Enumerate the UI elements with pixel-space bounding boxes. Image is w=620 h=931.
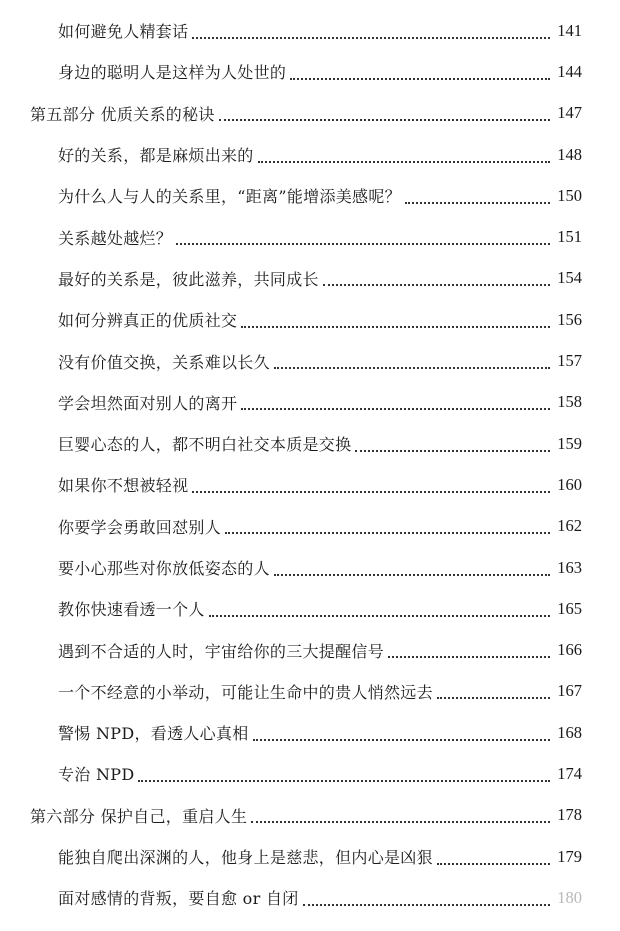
toc-entry-title: 为什么人与人的关系里，“距离”能增添美感呢？: [58, 187, 401, 207]
toc-entry-page: 147: [557, 103, 582, 123]
dot-leader: [388, 656, 550, 658]
toc-entry-title: 要小心那些对你放低姿态的人: [58, 559, 270, 578]
toc-entry[interactable]: [0, 175, 620, 216]
toc-entry[interactable]: [0, 10, 620, 51]
dot-leader: [192, 37, 550, 39]
toc-entry-title: 好的关系，都是麻烦出来的: [58, 146, 254, 166]
toc-entry-title: 第五部分 优质关系的秘诀: [30, 104, 215, 124]
dot-leader: [219, 119, 550, 121]
dot-leader: [437, 697, 550, 699]
dot-leader: [253, 739, 550, 741]
toc-entry[interactable]: [0, 216, 620, 257]
toc-entry-title: 教你快速看透一个人: [58, 600, 205, 620]
toc-entry-title: 遇到不合适的人时，宇宙给你的三大提醒信号: [58, 641, 385, 661]
dot-leader: [405, 202, 550, 204]
toc-entry-page: 163: [557, 557, 582, 577]
toc-entry-title: 学会坦然面对别人的离开: [58, 393, 238, 413]
toc-entry-page: 156: [557, 309, 582, 329]
toc-entry-page: 179: [557, 846, 582, 866]
toc-entry[interactable]: [0, 877, 620, 918]
toc-entry-page: 148: [557, 144, 582, 164]
dot-leader: [290, 78, 550, 80]
toc-entry-title: 如果你不想被轻视: [58, 476, 189, 496]
toc-entry-page: 141: [557, 20, 582, 40]
toc-entry-page: 144: [557, 61, 582, 81]
toc-entry-page: 150: [557, 185, 582, 205]
toc-entry-page: 166: [557, 640, 582, 660]
toc-entry[interactable]: [0, 340, 620, 381]
toc-entry-title: 如何避免人精套话: [58, 22, 189, 42]
toc-entry-title: 身边的聪明人是这样为人处世的: [58, 63, 287, 83]
dot-leader: [303, 904, 550, 906]
toc-entry[interactable]: [0, 671, 620, 712]
dot-leader: [437, 863, 550, 865]
toc-entry-page: 160: [557, 474, 582, 494]
toc-entry-page: 180: [557, 887, 582, 907]
toc-part-heading[interactable]: [0, 795, 620, 836]
toc-entry-title: 最好的关系是，彼此滋养，共同成长: [58, 269, 319, 289]
toc-entry-page: 165: [557, 598, 582, 618]
dot-leader: [355, 450, 550, 452]
toc-entry-page: 157: [557, 351, 582, 371]
toc-entry-title: 关系越处越烂？: [58, 228, 173, 248]
toc-entry-page: 168: [557, 722, 582, 742]
toc-entry[interactable]: [0, 464, 620, 505]
dot-leader: [225, 532, 550, 534]
toc-entry-page: 158: [557, 392, 582, 412]
toc-entry[interactable]: [0, 836, 620, 877]
dot-leader: [138, 780, 550, 782]
toc-entry-page: 174: [557, 763, 582, 783]
dot-leader: [323, 284, 550, 286]
toc-entry-title: 第六部分 保护自己，重启人生: [30, 806, 248, 826]
toc-entry-page: 167: [557, 681, 582, 701]
toc-entry-page: 159: [557, 433, 582, 453]
dot-leader: [241, 408, 550, 410]
toc-entry[interactable]: [0, 753, 620, 794]
toc-entry[interactable]: [0, 506, 620, 547]
toc-entry-title: 没有价值交换，关系难以长久: [58, 352, 270, 372]
toc-entry[interactable]: [0, 51, 620, 92]
dot-leader: [258, 161, 550, 163]
dot-leader: [176, 243, 550, 245]
toc-entry-title: 专治 NPD: [58, 765, 135, 785]
toc-entry-title: 如何分辨真正的优质社交: [58, 311, 238, 331]
toc-entry[interactable]: [0, 258, 620, 299]
dot-leader: [251, 821, 550, 823]
toc-entry[interactable]: [0, 547, 620, 588]
toc-entry[interactable]: [0, 382, 620, 423]
dot-leader: [274, 574, 550, 576]
toc-entry-title: 能独自爬出深渊的人，他身上是慈悲，但内心是凶狠: [58, 848, 433, 868]
toc-entry[interactable]: [0, 588, 620, 629]
toc-entry[interactable]: [0, 629, 620, 670]
dot-leader: [241, 326, 550, 328]
toc-entry[interactable]: [0, 423, 620, 464]
dot-leader: [209, 615, 550, 617]
toc-entry[interactable]: [0, 712, 620, 753]
toc-entry-page: 151: [557, 227, 582, 247]
dot-leader: [274, 367, 550, 369]
toc-part-heading[interactable]: [0, 93, 620, 134]
toc-entry-page: 154: [557, 268, 582, 288]
toc-entry-page: 178: [557, 805, 582, 825]
dot-leader: [192, 491, 550, 493]
toc-entry-title: 警惕 NPD，看透人心真相: [58, 724, 249, 744]
table-of-contents: [0, 10, 620, 919]
toc-entry[interactable]: [0, 299, 620, 340]
toc-entry-title: 一个不经意的小举动，可能让生命中的贵人悄然远去: [58, 682, 433, 702]
toc-entry-page: 162: [557, 516, 582, 536]
toc-entry[interactable]: [0, 134, 620, 175]
toc-entry-title: 面对感情的背叛，要自愈 or 自闭: [58, 889, 299, 909]
toc-entry-title: 你要学会勇敢回怼别人: [58, 517, 222, 537]
toc-entry-title: 巨婴心态的人，都不明白社交本质是交换: [58, 435, 352, 455]
